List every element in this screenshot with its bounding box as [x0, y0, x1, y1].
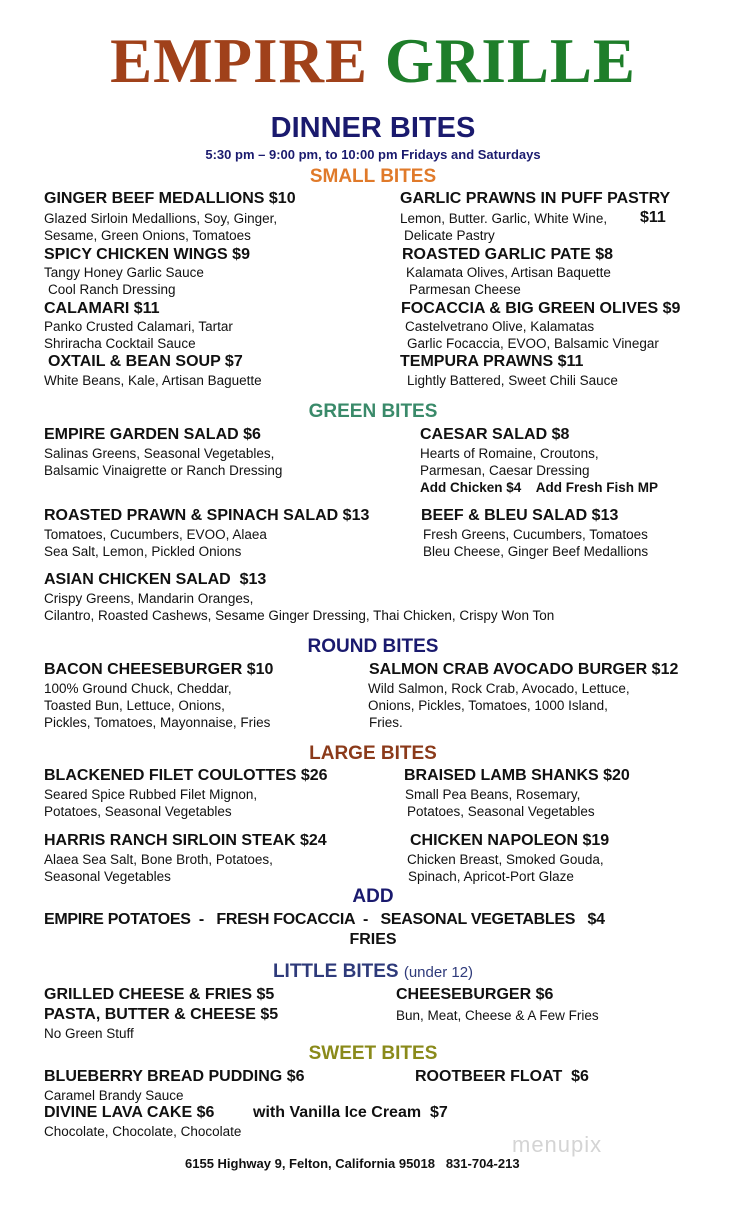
- item-desc: No Green Stuff: [44, 1026, 134, 1041]
- item-name: SALMON CRAB AVOCADO BURGER $12: [369, 661, 679, 678]
- section-add: ADD: [352, 886, 394, 907]
- item-name: FOCACCIA & BIG GREEN OLIVES $9: [401, 300, 681, 317]
- item-desc: 100% Ground Chuck, Cheddar,: [44, 681, 232, 696]
- caesar-addons: Add Chicken $4 Add Fresh Fish MP: [420, 480, 659, 495]
- item-desc: Shriracha Cocktail Sauce: [44, 336, 196, 351]
- item-desc: Glazed Sirloin Medallions, Soy, Ginger,: [44, 211, 278, 226]
- item-desc: Panko Crusted Calamari, Tartar: [44, 319, 233, 334]
- restaurant-title: [0, 28, 746, 94]
- item-name: CALAMARI $11: [44, 300, 160, 317]
- item-desc: Garlic Focaccia, EVOO, Balsamic Vinegar: [407, 336, 659, 351]
- item-desc: Spinach, Apricot-Port Glaze: [408, 869, 574, 884]
- item-desc: Caramel Brandy Sauce: [44, 1088, 184, 1103]
- little-bites-age-note: (under 12): [403, 964, 474, 981]
- item-name: BACON CHEESEBURGER $10: [44, 661, 274, 678]
- item-desc: Kalamata Olives, Artisan Baquette: [406, 265, 611, 280]
- item-desc: Hearts of Romaine, Croutons,: [420, 446, 599, 461]
- item-desc: Crispy Greens, Mandarin Oranges,: [44, 591, 254, 606]
- dinner-hours: 5:30 pm – 9:00 pm, to 10:00 pm Fridays and Saturdays: [205, 147, 541, 162]
- item-desc: Cilantro, Roasted Cashews, Sesame Ginger Dressing, Thai Chicken, Crispy Won Ton: [44, 608, 555, 623]
- item-name: TEMPURA PRAWNS $11: [400, 353, 584, 370]
- item-desc: Parmesan, Caesar Dressing: [420, 463, 590, 478]
- item-desc: Pickles, Tomatoes, Mayonnaise, Fries: [44, 715, 271, 730]
- title-word-empire: EMPIRE: [110, 26, 369, 96]
- item-name: BRAISED LAMB SHANKS $20: [404, 767, 630, 784]
- add-fries: FRIES: [349, 931, 397, 948]
- item-desc: Parmesan Cheese: [409, 282, 521, 297]
- item-addon: with Vanilla Ice Cream $7: [253, 1104, 448, 1121]
- dinner-heading: DINNER BITES: [270, 112, 476, 144]
- item-desc: Fries.: [369, 715, 403, 730]
- title-word-grille: GRILLE: [384, 26, 636, 96]
- item-name: GARLIC PRAWNS IN PUFF PASTRY: [400, 190, 671, 207]
- item-name: EMPIRE GARDEN SALAD $6: [44, 426, 261, 443]
- item-desc: Bun, Meat, Cheese & A Few Fries: [396, 1008, 599, 1023]
- item-desc: Fresh Greens, Cucumbers, Tomatoes: [423, 527, 648, 542]
- item-desc: Lightly Battered, Sweet Chili Sauce: [407, 373, 618, 388]
- item-name: GRILLED CHEESE & FRIES $5: [44, 986, 275, 1003]
- item-desc: Delicate Pastry: [404, 228, 495, 243]
- item-desc: Chocolate, Chocolate, Chocolate: [44, 1124, 242, 1139]
- item-desc: Sea Salt, Lemon, Pickled Onions: [44, 544, 242, 559]
- item-name: GINGER BEEF MEDALLIONS $10: [44, 190, 296, 207]
- item-name: OXTAIL & BEAN SOUP $7: [48, 353, 243, 370]
- section-sweet-bites: SWEET BITES: [308, 1043, 438, 1064]
- item-desc: Salinas Greens, Seasonal Vegetables,: [44, 446, 275, 461]
- item-name: CHICKEN NAPOLEON $19: [410, 832, 610, 849]
- item-price: $11: [640, 209, 666, 226]
- item-desc: Seasonal Vegetables: [44, 869, 171, 884]
- item-desc: Sesame, Green Onions, Tomatoes: [44, 228, 251, 243]
- item-name: ASIAN CHICKEN SALAD $13: [44, 571, 267, 588]
- item-desc: Onions, Pickles, Tomatoes, 1000 Island,: [368, 698, 608, 713]
- item-desc: Small Pea Beans, Rosemary,: [405, 787, 581, 802]
- item-desc: Tomatoes, Cucumbers, EVOO, Alaea: [44, 527, 267, 542]
- item-desc: Lemon, Butter. Garlic, White Wine,: [400, 211, 608, 226]
- item-name: PASTA, BUTTER & CHEESE $5: [44, 1006, 279, 1023]
- item-desc: Wild Salmon, Rock Crab, Avocado, Lettuce,: [368, 681, 630, 696]
- item-name: CAESAR SALAD $8: [420, 426, 570, 443]
- item-name: CHEESEBURGER $6: [396, 986, 554, 1003]
- item-desc: Cool Ranch Dressing: [48, 282, 176, 297]
- item-desc: Balsamic Vinaigrette or Ranch Dressing: [44, 463, 283, 478]
- item-name: ROASTED PRAWN & SPINACH SALAD $13: [44, 507, 370, 524]
- item-desc: Tangy Honey Garlic Sauce: [44, 265, 204, 280]
- item-desc: Chicken Breast, Smoked Gouda,: [407, 852, 604, 867]
- item-desc: White Beans, Kale, Artisan Baguette: [44, 373, 262, 388]
- item-desc: Seared Spice Rubbed Filet Mignon,: [44, 787, 258, 802]
- item-desc: Alaea Sea Salt, Bone Broth, Potatoes,: [44, 852, 273, 867]
- add-sides-list: EMPIRE POTATOES - FRESH FOCACCIA - SEASONAL VEGETABLES $4: [44, 911, 605, 928]
- item-name: HARRIS RANCH SIRLOIN STEAK $24: [44, 832, 327, 849]
- section-small-bites: SMALL BITES: [309, 166, 437, 187]
- section-large-bites: LARGE BITES: [309, 743, 437, 764]
- watermark-logo: menupix: [512, 1132, 603, 1157]
- item-name: DIVINE LAVA CAKE $6: [44, 1104, 215, 1121]
- item-desc: Castelvetrano Olive, Kalamatas: [405, 319, 595, 334]
- item-desc: Potatoes, Seasonal Vegetables: [407, 804, 595, 819]
- item-desc: Potatoes, Seasonal Vegetables: [44, 804, 232, 819]
- section-round-bites: ROUND BITES: [307, 636, 439, 657]
- section-little-bites: [0, 961, 746, 984]
- item-name: ROOTBEER FLOAT $6: [415, 1068, 589, 1085]
- item-name: SPICY CHICKEN WINGS $9: [44, 246, 250, 263]
- section-green-bites: GREEN BITES: [308, 401, 438, 422]
- footer-address: 6155 Highway 9, Felton, California 95018 831-704-213: [185, 1156, 520, 1171]
- item-name: BEEF & BLEU SALAD $13: [421, 507, 619, 524]
- item-name: ROASTED GARLIC PATE $8: [402, 246, 613, 263]
- item-name: BLUEBERRY BREAD PUDDING $6: [44, 1068, 305, 1085]
- item-desc: Toasted Bun, Lettuce, Onions,: [44, 698, 225, 713]
- item-desc: Bleu Cheese, Ginger Beef Medallions: [423, 544, 649, 559]
- little-bites-label: LITTLE BITES: [272, 961, 399, 982]
- item-name: BLACKENED FILET COULOTTES $26: [44, 767, 328, 784]
